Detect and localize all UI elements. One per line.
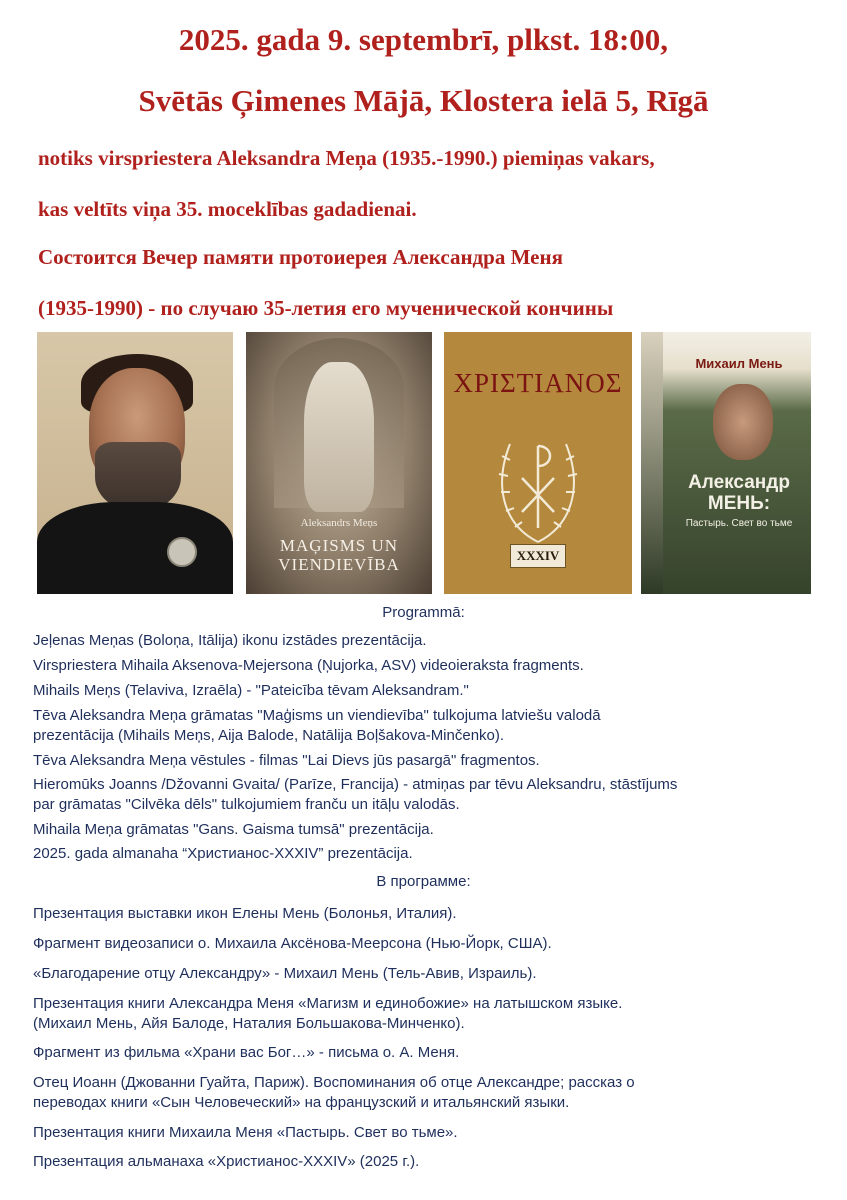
program-lv-item: Virspriestera Mihaila Aksenova-Mejersona (Ņujorka, ASV) videoieraksta fragments. bbox=[33, 657, 584, 674]
event-description-lv-line2: kas veltīts viņa 35. moceklības gadadienai. bbox=[38, 197, 417, 221]
event-description-ru-line2: (1935-1990) - по случаю 35-летия его мученической кончины bbox=[38, 296, 614, 320]
event-date-time: 2025. gada 9. septembrī, plkst. 18:00, bbox=[178, 22, 669, 57]
program-heading-ru: В программе: bbox=[376, 873, 471, 890]
program-lv-item: Jeļenas Meņas (Boloņa, Itālija) ikonu izstādes prezentācija. bbox=[33, 632, 427, 649]
book-cover-title bbox=[667, 472, 811, 514]
program-ru-item: Презентация книги Михаила Меня «Пастырь. Свет во тьме». bbox=[33, 1124, 458, 1141]
program-lv-item: 2025. gada almanaha “Христианос-XXXIV” prezentācija. bbox=[33, 845, 413, 862]
cover-statue bbox=[304, 362, 374, 512]
program-lv-item-cont: prezentācija (Mihails Meņs, Aija Balode, Natālija Boļšakova-Minčenko). bbox=[33, 727, 505, 744]
program-ru-item: Фрагмент из фильма «Храни вас Бог…» - письма о. А. Меня. bbox=[33, 1044, 460, 1061]
book-cover-author: Михаил Мень bbox=[695, 356, 783, 371]
book-cover-subtitle: Пастырь. Свет во тьме bbox=[685, 518, 793, 529]
program-ru-item: Презентация книги Александра Меня «Магизм и единобожие» на латышском языке. bbox=[33, 995, 623, 1012]
book-spine bbox=[641, 332, 663, 594]
event-location: Svētās Ģimenes Mājā, Klostera ielā 5, Rīgā bbox=[138, 83, 709, 118]
program-ru-item: Фрагмент видеозаписи о. Михаила Аксёнова-Меерсона (Нью-Йорк, США). bbox=[33, 935, 552, 952]
program-ru-item: Презентация выставки икон Елены Мень (Болонья, Италия). bbox=[33, 905, 457, 922]
program-lv-item: Tēva Aleksandra Meņa grāmatas "Maģisms un viendievība" tulkojuma latviešu valodā bbox=[33, 707, 601, 724]
book-cover-title-line2: VIENDIEVĪBA bbox=[278, 555, 400, 574]
portrait-robe bbox=[37, 502, 233, 594]
program-lv-item: Mihails Meņs (Telaviva, Izraēla) - "Pateicība tēvam Aleksandram." bbox=[33, 682, 469, 699]
program-ru-item-cont: (Михаил Мень, Айя Балоде, Наталия Большакова-Минченко). bbox=[33, 1015, 465, 1032]
program-lv-item: Hieromūks Joanns /Džovanni Gvaita/ (Parīze, Francija) - atmiņas par tēvu Aleksandru, stāstījums bbox=[33, 776, 678, 793]
almanac-cover bbox=[444, 332, 632, 594]
program-lv-item: Tēva Aleksandra Meņa vēstules - filmas "Lai Dievs jūs pasargā" fragmentos. bbox=[33, 752, 540, 769]
pectoral-cross bbox=[167, 537, 197, 567]
program-heading-lv: Programmā: bbox=[382, 604, 465, 621]
program-lv-item: Mihaila Meņa grāmatas "Gans. Gaisma tumsā" prezentācija. bbox=[33, 821, 434, 838]
chi-rho-emblem-icon bbox=[488, 424, 588, 554]
almanac-issue-badge: XXXIV bbox=[510, 544, 566, 568]
event-description-ru-line1: Состоится Вечер памяти протоиерея Александра Меня bbox=[38, 245, 563, 269]
event-description-lv-line1: notiks virspriestera Aleksandra Meņa (1935.-1990.) piemiņas vakars, bbox=[38, 146, 655, 170]
book-cover-title-line1: Александр bbox=[688, 472, 790, 493]
book-cover-title bbox=[246, 536, 432, 574]
book-cover-pastyr bbox=[641, 332, 811, 594]
program-ru-item: «Благодарение отцу Александру» - Михаил Мень (Тель-Авив, Израиль). bbox=[33, 965, 537, 982]
almanac-title: ΧΡΙΣΤΙΑΝΟΣ bbox=[453, 368, 623, 398]
book-cover-author: Aleksandrs Meņs bbox=[300, 517, 378, 529]
book-cover-magism bbox=[246, 332, 432, 594]
program-ru-item-cont: переводах книги «Сын Человеческий» на французский и итальянский языки. bbox=[33, 1094, 570, 1111]
book-cover-title-line1: MAĢISMS UN bbox=[279, 536, 399, 555]
book-cover-photo bbox=[713, 384, 773, 460]
portrait-photo bbox=[37, 332, 233, 594]
program-ru-item: Отец Иоанн (Джованни Гуайта, Париж). Воспоминания об отце Александре; рассказ о bbox=[33, 1074, 635, 1091]
book-cover-title-line2: МЕНЬ: bbox=[707, 493, 771, 514]
program-ru-item: Презентация альманаха «Христианос-XXXIV» (2025 г.). bbox=[33, 1153, 420, 1170]
program-lv-item-cont: par grāmatas "Cilvēka dēls" tulkojumiem franču un itāļu valodās. bbox=[33, 796, 460, 813]
